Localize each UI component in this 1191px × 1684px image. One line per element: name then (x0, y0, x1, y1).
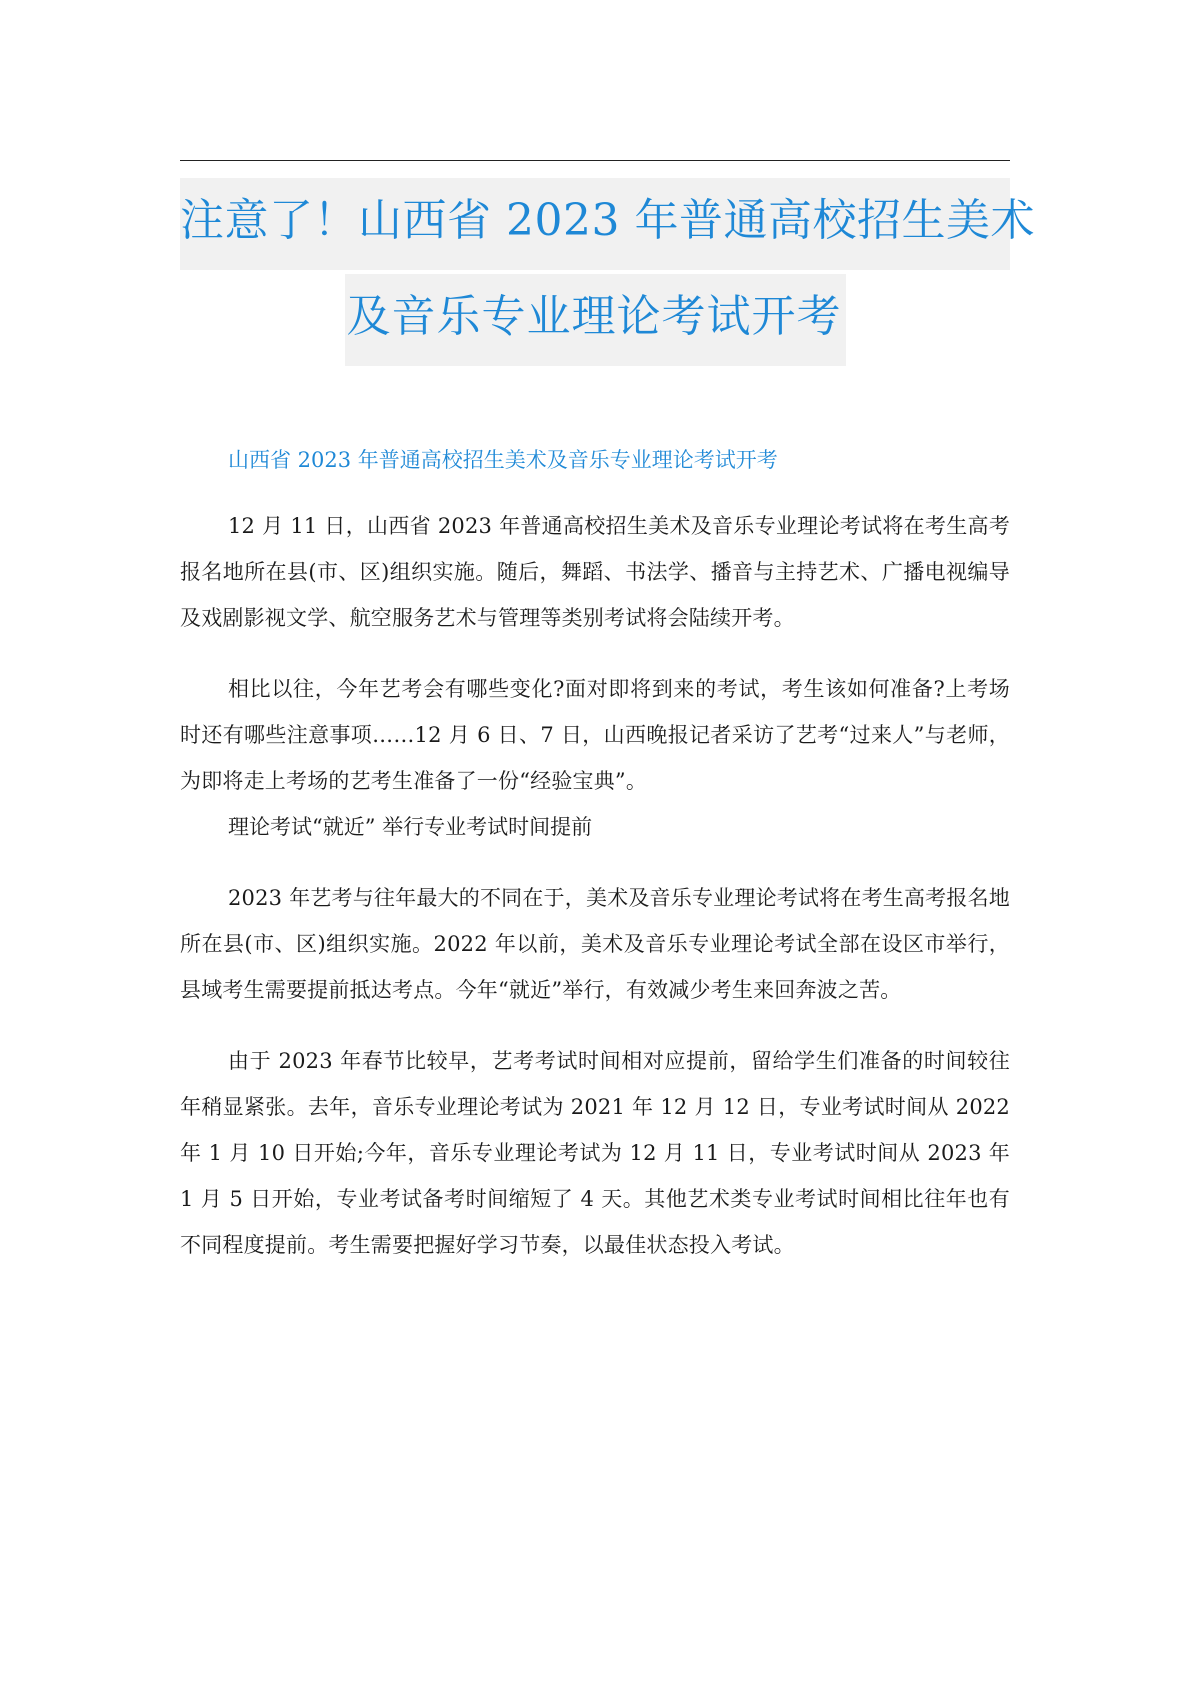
title-line-2: 及音乐专业理论考试开考 (345, 274, 846, 366)
paragraph: 2023 年艺考与往年最大的不同在于，美术及音乐专业理论考试将在考生高考报名地所在县(市、区)组织实施。2022 年以前，美术及音乐专业理论考试全部在设区市举行，县域考生需要提前抵达考点。今年“就近”举行，有效减少考生来回奔波之苦。 (180, 886, 1010, 1002)
article-subtitle: 山西省 2023 年普通高校招生美术及音乐专业理论考试开考 (228, 448, 778, 472)
paragraph: 由于 2023 年春节比较早，艺考考试时间相对应提前，留给学生们准备的时间较往年稍显紧张。去年，音乐专业理论考试为 2021 年 12 月 12 日，专业考试时间从 2022 年 1 月 10 日开始;今年，音乐专业理论考试为 12 月 11 日，专业考试时间从 2023 年 1 月 5 日开始，专业考试备考时间缩短了 4 天。其他艺术类专业考试时间相比往年也有不同程度提前。考生需要把握好学习节奏，以最佳状态投入考试。 (180, 1049, 1010, 1257)
paragraph: 12 月 11 日，山西省 2023 年普通高校招生美术及音乐专业理论考试将在考生高考报名地所在县(市、区)组织实施。随后，舞蹈、书法学、播音与主持艺术、广播电视编导及戏剧影视文学、航空服务艺术与管理等类别考试将会陆续开考。 (180, 514, 1010, 630)
article-body (180, 440, 1010, 1268)
document-title (180, 178, 1035, 366)
section-heading: 理论考试“就近” 举行专业考试时间提前 (228, 815, 593, 839)
title-line-1: 注意了！山西省 2023 年普通高校招生美术 (180, 178, 1010, 270)
header-rule (180, 160, 1010, 161)
paragraph: 相比以往，今年艺考会有哪些变化?面对即将到来的考试，考生该如何准备?上考场时还有哪些注意事项……12 月 6 日、7 日，山西晚报记者采访了艺考“过来人”与老师，为即将走上考场的艺考生准备了一份“经验宝典”。 (180, 677, 1010, 793)
